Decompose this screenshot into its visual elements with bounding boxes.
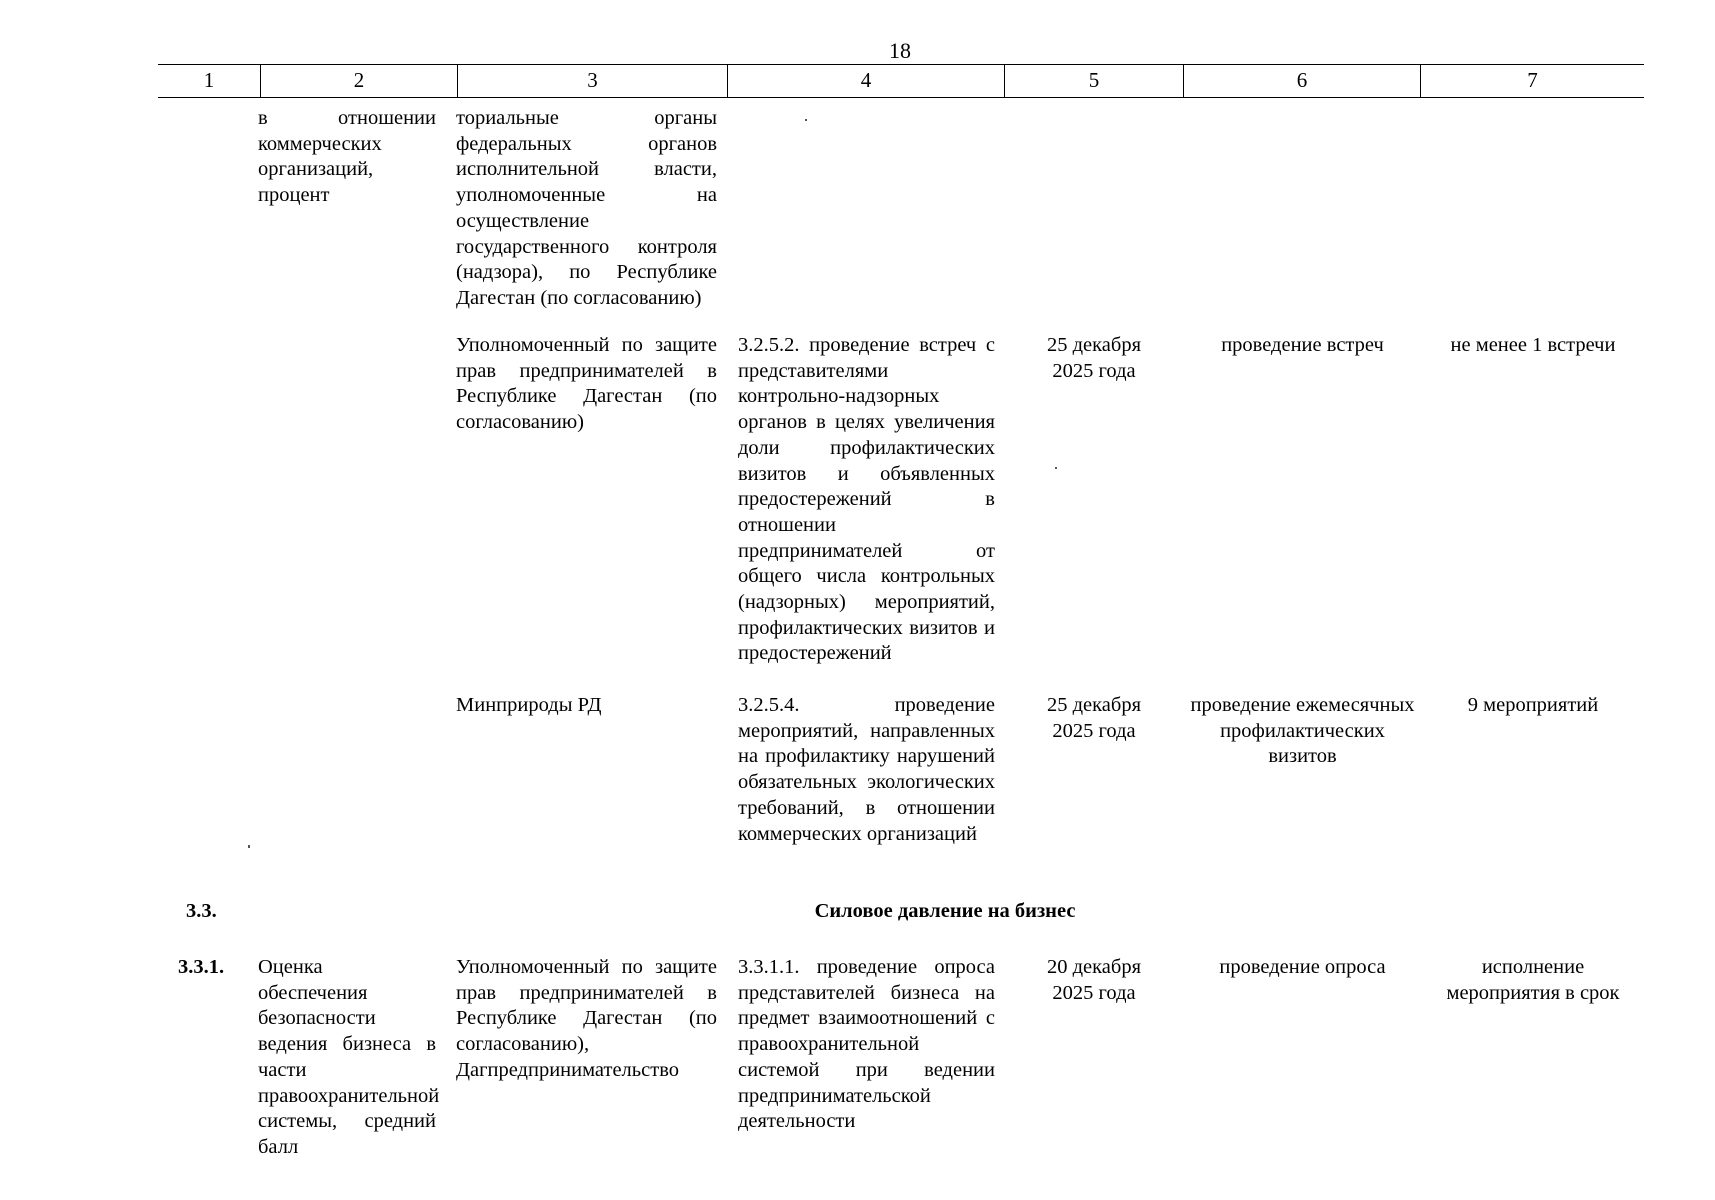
row2-deadline: 25 декабря 2025 года xyxy=(1046,334,1141,382)
row2-measure: 3.2.5.2. проведение встреч с представителями контрольно-надзорных органов в целях увеличения доли профилактических визитов и объявленных предостережений в отношении предпринимателей от общего числа контрольных (надзорных) мероприятий, профилактических визитов и предостережений xyxy=(738,334,995,665)
row2-target: не менее 1 встречи xyxy=(1450,334,1616,356)
row3-deadline: 25 декабря 2025 года xyxy=(1046,694,1141,742)
section-title: Силовое давление на бизнес xyxy=(814,900,1076,922)
row1-executor: ториальные органы федеральных органов исполнительной власти, уполномоченные на осуществление государственного контроля (надзора), по Республике Дагестан (по согласованию) xyxy=(456,107,717,309)
row4-target: исполнение мероприятия в срок xyxy=(1446,956,1620,1004)
scan-dot xyxy=(805,119,807,121)
row4-deadline: 20 декабря 2025 года xyxy=(1046,956,1141,1004)
row2-executor: Уполномоченный по защите прав предпринимателей в Республике Дагестан (по согласованию) xyxy=(456,334,717,434)
header-col-1: 1 xyxy=(203,68,215,92)
row3-target: 9 мероприятий xyxy=(1467,694,1599,716)
row3-result: проведение ежемесячных профилактических визитов xyxy=(1190,694,1415,768)
page-number: 18 xyxy=(889,38,911,63)
row1-indicator: в отношении коммерческих организаций, процент xyxy=(258,107,436,207)
table-header xyxy=(158,64,1644,98)
row4-measure: 3.3.1.1. проведение опроса представителей бизнеса на предмет взаимоотношений с правоохранительной системой при ведении предпринимательской деятельности xyxy=(738,956,995,1133)
header-col-4: 4 xyxy=(727,65,1004,97)
header-col-2: 2 xyxy=(260,65,457,97)
row4-indicator: Оценка обеспечения безопасности ведения бизнеса в части правоохранительной системы, средний балл xyxy=(258,956,440,1158)
row4-number: 3.3.1. xyxy=(178,956,225,978)
row4-executor: Уполномоченный по защите прав предпринимателей в Республике Дагестан (по согласованию), Дагпредпринимательство xyxy=(456,956,717,1081)
row3-measure: 3.2.5.4. проведение мероприятий, направленных на профилактику нарушений обязательных экологических требований, в отношении коммерческих организаций xyxy=(738,694,995,845)
header-col-3: 3 xyxy=(457,65,727,97)
row3-executor: Минприроды РД xyxy=(456,694,602,716)
row4-result: проведение опроса xyxy=(1219,956,1386,978)
header-col-6: 6 xyxy=(1183,65,1420,97)
header-col-7: 7 xyxy=(1420,65,1644,97)
header-col-5: 5 xyxy=(1004,65,1183,97)
scan-dot xyxy=(1055,467,1057,469)
scan-dot xyxy=(248,845,250,848)
section-number: 3.3. xyxy=(186,900,217,922)
row2-result: проведение встреч xyxy=(1221,334,1384,356)
